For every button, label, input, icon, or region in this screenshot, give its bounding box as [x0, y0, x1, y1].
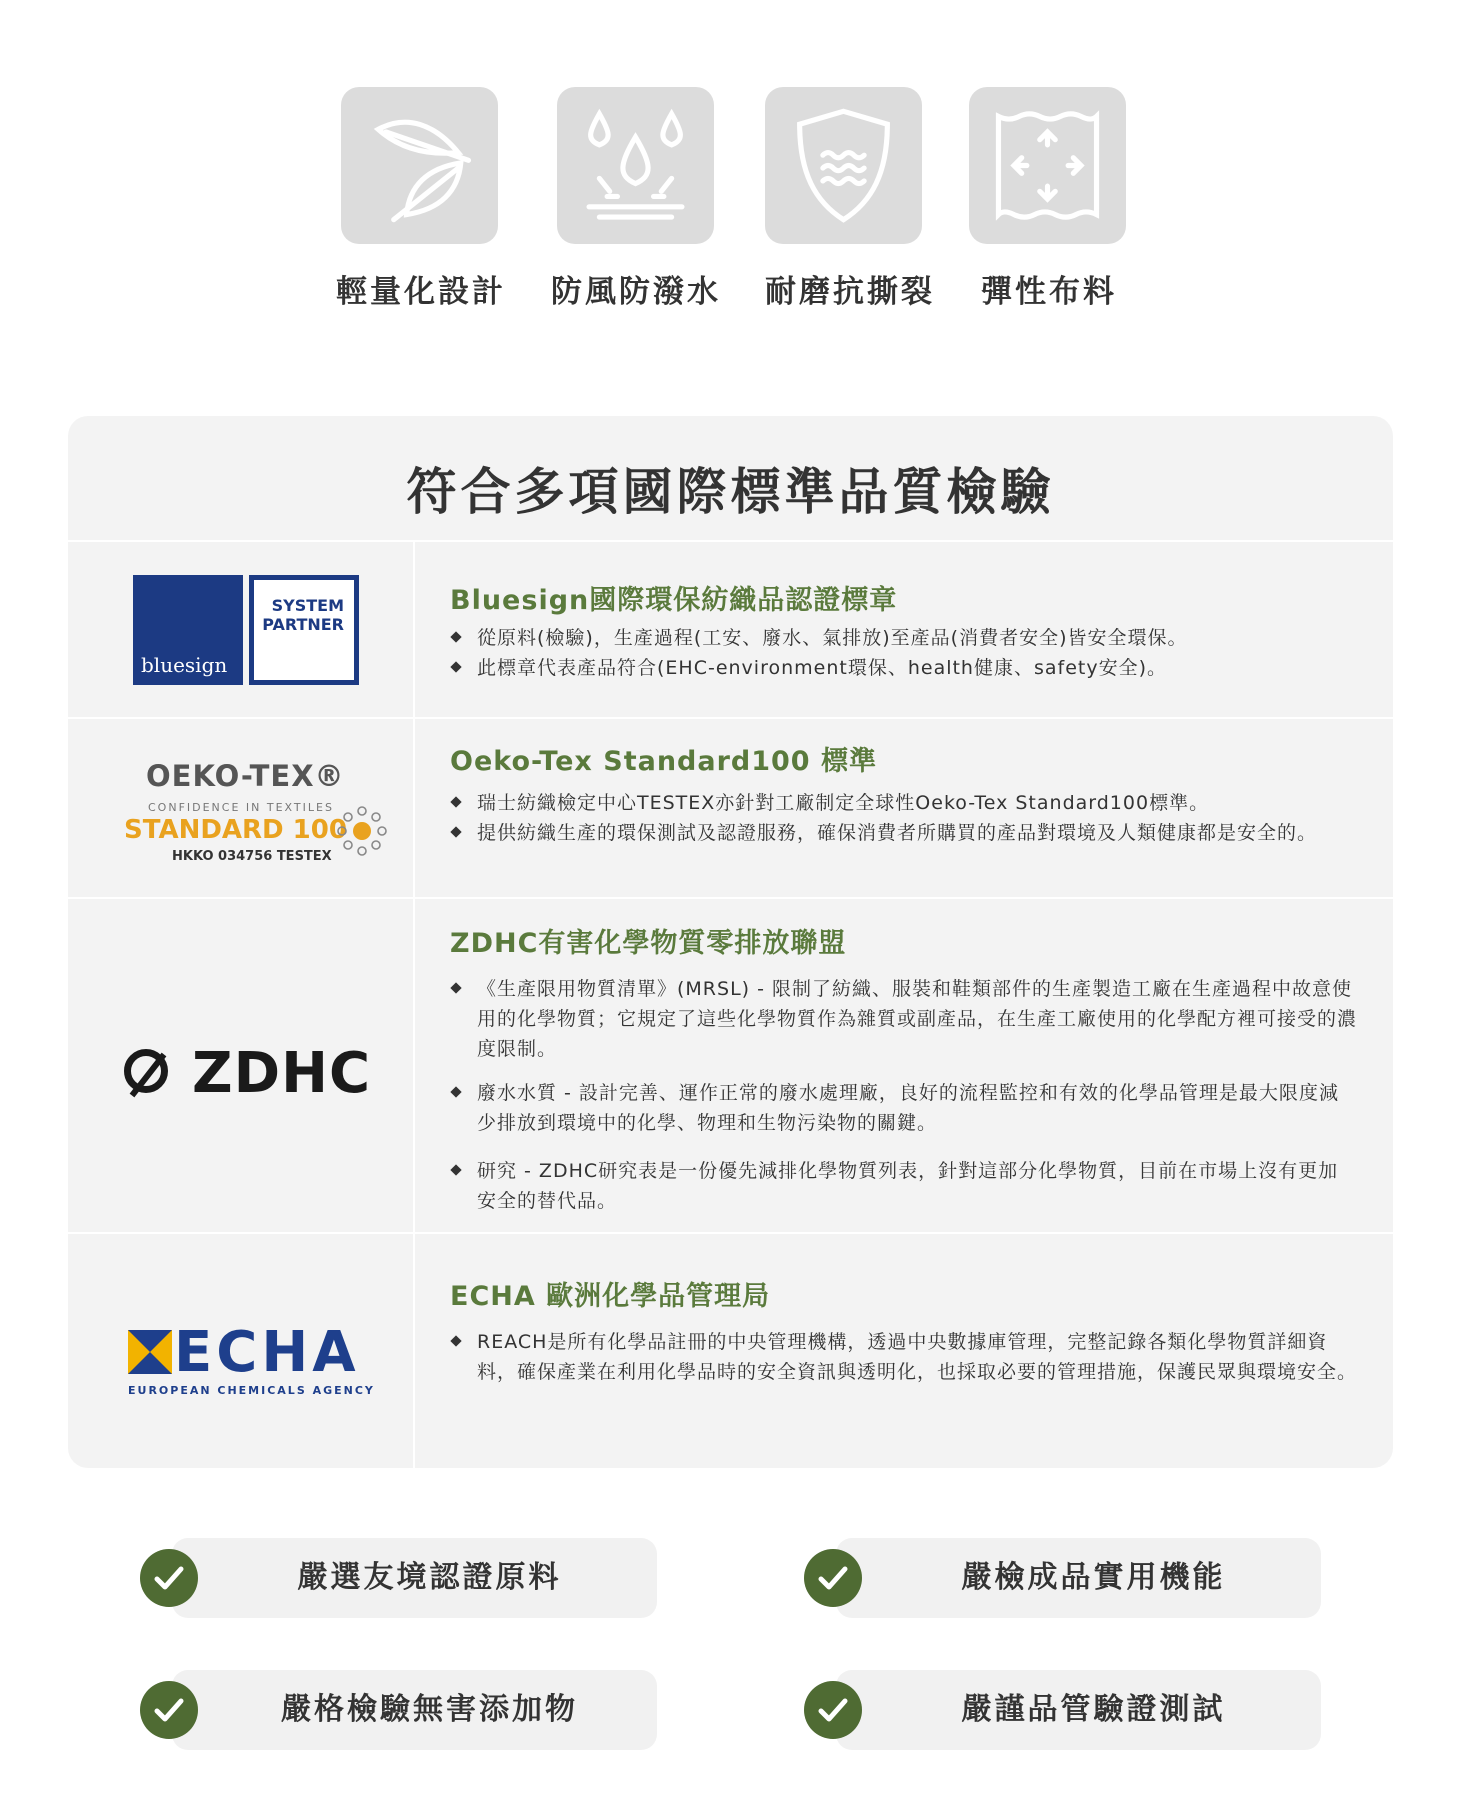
- diamond-bullet-icon: [450, 1164, 461, 1175]
- zdhc-mark-icon: [124, 1049, 168, 1093]
- feature-tile-stretch: [969, 87, 1126, 244]
- cert-row-oeko-tex: [68, 717, 1393, 899]
- bluesign-mark: [133, 575, 243, 685]
- check-label: 嚴格檢驗無害添加物: [281, 1692, 578, 1727]
- cert-heading: Bluesign國際環保紡織品認證標章: [450, 585, 898, 616]
- cert-logo-cell: [68, 1234, 415, 1468]
- cert-row-bluesign: [68, 540, 1393, 719]
- check-label: 嚴選友境認證原料: [297, 1560, 562, 1595]
- oeko-tex-wordmark: OEKO-TEX®: [146, 759, 345, 793]
- bullet-text: 此標章代表產品符合(EHC-environment環保、health健康、safety安全)。: [477, 657, 1168, 679]
- feature-label-lightweight: 輕量化設計: [336, 274, 506, 310]
- feather-icon: [355, 101, 484, 230]
- certification-panel: [68, 416, 1393, 1468]
- cert-row-echa: [68, 1232, 1393, 1468]
- bullet-text: 提供紡織生產的環保測試及認證服務，確保消費者所購買的產品對環境及人類健康都是安全的。: [477, 822, 1318, 844]
- feature-label-waterproof: 防風防潑水: [551, 274, 721, 310]
- list-item: [450, 1078, 1357, 1138]
- bullet-text: 瑞士紡織檢定中心TESTEX亦針對工廠制定全球性Oeko-Tex Standard100標準。: [477, 792, 1210, 814]
- bluesign-logo: [133, 575, 359, 685]
- list-item: [450, 788, 1357, 818]
- cert-heading: Oeko-Tex Standard100 標準: [450, 746, 877, 777]
- shield-icon: [779, 101, 908, 230]
- oeko-tex-logo: [124, 759, 384, 869]
- cert-heading: ZDHC有害化學物質零排放聯盟: [450, 928, 847, 959]
- diamond-bullet-icon: [450, 826, 461, 837]
- oeko-tex-code: HKKO 034756 TESTEX: [172, 849, 332, 864]
- echa-logo: [128, 1320, 375, 1404]
- check-label: 嚴檢成品實用機能: [961, 1560, 1226, 1595]
- bullet-text: 從原料(檢驗)，生產過程(工安、廢水、氣排放)至產品(消費者安全)皆安全環保。: [477, 627, 1188, 649]
- check-pill-additives: [172, 1670, 657, 1750]
- cert-logo-cell: [68, 542, 415, 719]
- features-section: [0, 0, 1459, 320]
- list-item: [450, 1327, 1357, 1387]
- bullet-text: 研究 - ZDHC研究表是一份優先減排化學物質列表，針對這部分化學物質，目前在市場上沒有更加安全的替代品。: [477, 1160, 1339, 1212]
- echa-wordmark: ECHA: [174, 1320, 360, 1385]
- cert-info: [450, 1274, 1357, 1387]
- cert-info: [450, 578, 1357, 683]
- quality-checks-section: [0, 1520, 1459, 1770]
- list-item: [450, 818, 1357, 848]
- zdhc-wordmark: ZDHC: [192, 1041, 372, 1106]
- diamond-bullet-icon: [450, 1335, 461, 1346]
- cert-bullets: [450, 974, 1357, 1216]
- echa-subtitle: EUROPEAN CHEMICALS AGENCY: [128, 1384, 375, 1397]
- bluesign-wordmark: bluesign: [141, 653, 228, 677]
- oeko-tex-emblem-icon: [336, 805, 388, 857]
- check-label: 嚴謹品管驗證測試: [961, 1692, 1226, 1727]
- checkmark-icon: [140, 1549, 198, 1607]
- stretch-fabric-icon: [983, 101, 1112, 230]
- cert-bullets: [450, 788, 1357, 848]
- bullet-text: 《生產限用物質清單》(MRSL) - 限制了紡織、服裝和鞋類部件的生產製造工廠在生產過程中故意使用的化學物質；它規定了這些化學物質作為雜質或副產品，在生產工廠使用的化學配方裡可接受的濃度限制。: [477, 978, 1358, 1060]
- diamond-bullet-icon: [450, 661, 461, 672]
- oeko-tex-tagline: CONFIDENCE IN TEXTILES: [148, 801, 334, 814]
- bullet-text: 廢水水質 - 設計完善、運作正常的廢水處理廠，良好的流程監控和有效的化學品管理是最大限度減少排放到環境中的化學、物理和生物污染物的關鍵。: [477, 1082, 1339, 1134]
- cert-row-zdhc: [68, 897, 1393, 1234]
- cert-heading: ECHA 歐洲化學品管理局: [450, 1281, 771, 1312]
- cert-info: [450, 739, 1357, 848]
- check-pill-function: [836, 1538, 1321, 1618]
- list-item: [450, 974, 1357, 1064]
- list-item: [450, 1156, 1357, 1216]
- list-item: [450, 623, 1357, 653]
- oeko-tex-standard: STANDARD 100: [124, 815, 347, 845]
- list-item: [450, 653, 1357, 683]
- water-drops-icon: [571, 101, 700, 230]
- cert-bullets: [450, 1327, 1357, 1387]
- check-pill-materials: [172, 1538, 657, 1618]
- cert-bullets: [450, 623, 1357, 683]
- feature-tile-abrasion: [765, 87, 922, 244]
- echa-mark-icon: [128, 1330, 172, 1374]
- check-pill-qc: [836, 1670, 1321, 1750]
- cert-logo-cell: [68, 719, 415, 899]
- system-partner-badge: [249, 575, 359, 685]
- checkmark-icon: [140, 1681, 198, 1739]
- diamond-bullet-icon: [450, 982, 461, 993]
- certification-title: 符合多項國際標準品質檢驗: [406, 463, 1055, 521]
- diamond-bullet-icon: [450, 1086, 461, 1097]
- cert-logo-cell: [68, 899, 415, 1234]
- diamond-bullet-icon: [450, 631, 461, 642]
- system-partner-text: SYSTEM PARTNER: [262, 596, 344, 634]
- feature-tile-lightweight: [341, 87, 498, 244]
- cert-info: [450, 921, 1357, 1216]
- feature-tile-waterproof: [557, 87, 714, 244]
- diamond-bullet-icon: [450, 796, 461, 807]
- bullet-text: REACH是所有化學品註冊的中央管理機構，透過中央數據庫管理，完整記錄各類化學物質詳細資料，確保產業在利用化學品時的安全資訊與透明化，也採取必要的管理措施，保護民眾與環境安全。: [477, 1331, 1358, 1383]
- feature-label-abrasion: 耐磨抗撕裂: [765, 274, 935, 310]
- checkmark-icon: [804, 1549, 862, 1607]
- checkmark-icon: [804, 1681, 862, 1739]
- feature-label-stretch: 彈性布料: [981, 274, 1117, 310]
